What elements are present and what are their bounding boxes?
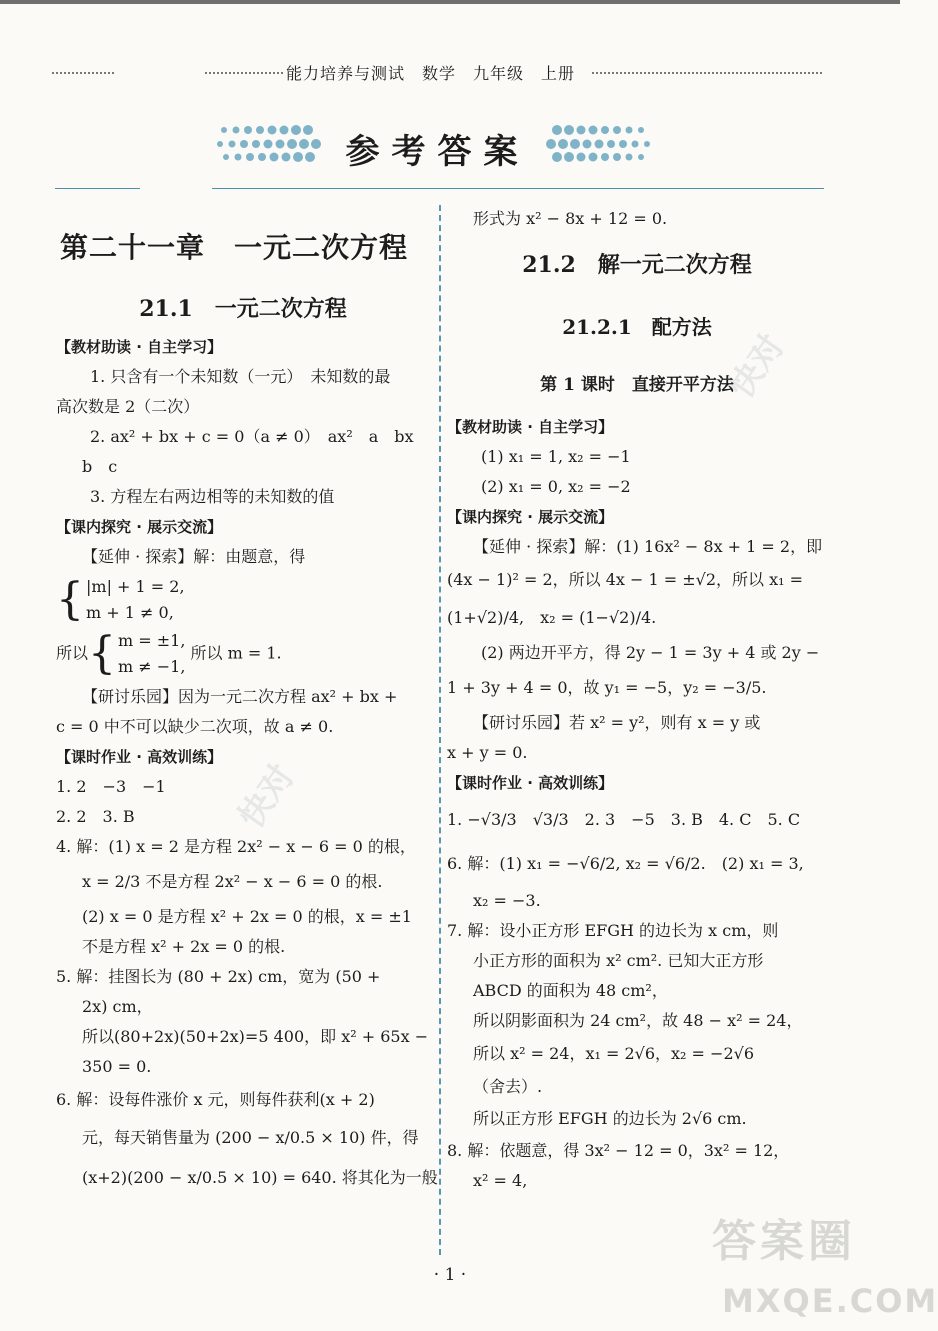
answer-line: (x+2)(200 − x/0.5 × 10) = 640. 将其化为一般	[82, 1168, 438, 1187]
system-line: |m| + 1 = 2,	[86, 577, 185, 596]
answer-line: 所以(80+2x)(50+2x)=5 400，即 x² + 65x −	[82, 1027, 429, 1046]
answer-text: 所以	[56, 643, 89, 663]
answer-line: 6. 解：(1) x₁ = −√6/2, x₂ = √6/2. (2) x₁ = 3,	[447, 854, 804, 873]
answer-line: 【延伸 · 探索】解：(1) 16x² − 8x + 1 = 2，即	[473, 537, 823, 556]
equation-system-1	[56, 574, 430, 626]
answer-line: 不是方程 x² + 2x = 0 的根.	[82, 937, 286, 956]
watermark-logo: 答案圈	[712, 1216, 856, 1267]
section-tag-homework: 【课时作业 · 高效训练】	[447, 774, 614, 792]
section-title-21-1: 21.1 一元二次方程	[139, 296, 347, 322]
answer-line: x² = 4,	[473, 1171, 528, 1190]
answer-line: 1. −√3/3 √3/3 2. 3 −5 3. B 4. C 5. C	[447, 810, 801, 829]
answer-line: ABCD 的面积为 48 cm²，	[473, 981, 668, 1000]
section-tag-homework: 【课时作业 · 高效训练】	[56, 748, 223, 766]
answer-line: 2. 2 3. B	[56, 807, 135, 826]
chapter-title: 第二十一章 一元二次方程	[60, 231, 409, 264]
answer-line: (2) x = 0 是方程 x² + 2x = 0 的根，x = ±1	[82, 907, 412, 926]
answer-line: 2x) cm，	[82, 997, 153, 1016]
header-dotted-rule-left	[52, 72, 114, 74]
answer-line: 高次数是 2（二次）	[56, 397, 200, 416]
top-edge-bar	[0, 0, 900, 4]
system-line: m + 1 ≠ 0,	[86, 603, 174, 622]
answer-line: （舍去）.	[473, 1077, 543, 1096]
watermark-text: 快对	[230, 757, 303, 836]
page-title: 参考答案	[345, 132, 530, 172]
answer-line: (1) x₁ = 1, x₂ = −1	[481, 447, 631, 466]
answer-line: (2) 两边开平方，得 2y − 1 = 3y + 4 或 2y −	[481, 643, 820, 662]
watermark-site: MXQE.COM	[722, 1282, 938, 1320]
system-line: m = ±1,	[118, 631, 186, 650]
title-decoration-dots-right	[545, 122, 655, 164]
section-tag-self-study: 【教材助读 · 自主学习】	[447, 418, 614, 436]
section-title-21-2: 21.2 解一元二次方程	[522, 252, 752, 278]
answer-line: 【研讨乐园】若 x² = y²，则有 x = y 或	[473, 713, 761, 732]
answer-line: 3. 方程左右两边相等的未知数的值	[90, 487, 335, 506]
answer-line: (1+√2)/4, x₂ = (1−√2)/4.	[447, 608, 657, 627]
answer-line: 元，每天销售量为 (200 − x/0.5 × 10) 件，得	[82, 1128, 419, 1147]
equation-system-2	[56, 628, 430, 680]
answer-line: x = 2/3 不是方程 2x² − x − 6 = 0 的根.	[82, 872, 383, 891]
section-tag-explore: 【课内探究 · 展示交流】	[56, 518, 223, 536]
answer-line: 1. 2 −3 −1	[56, 777, 166, 796]
section-rule-right	[212, 188, 824, 189]
page-number: · 1 ·	[433, 1265, 467, 1285]
watermark-text: 快对	[720, 327, 793, 406]
header-dotted-rule-right	[592, 72, 822, 74]
header-dotted-rule-middle	[205, 72, 283, 74]
running-header: 能力培养与测试 数学 九年级 上册	[286, 64, 576, 83]
system-line: m ≠ −1,	[118, 657, 186, 676]
answer-line: 5. 解：挂图长为 (80 + 2x) cm，宽为 (50 +	[56, 967, 381, 986]
answer-line: 350 = 0.	[82, 1057, 152, 1076]
left-column	[56, 208, 438, 1198]
answer-line: 7. 解：设小正方形 EFGH 的边长为 x cm，则	[447, 921, 779, 940]
answer-line: 1 + 3y + 4 = 0，故 y₁ = −5，y₂ = −3/5.	[447, 678, 767, 697]
brace-symbol: {	[88, 628, 117, 679]
answer-line: c = 0 中不可以缺少二次项，故 a ≠ 0.	[56, 717, 334, 736]
answer-line: 4. 解：(1) x = 2 是方程 2x² − x − 6 = 0 的根，	[56, 837, 416, 856]
answer-line: 形式为 x² − 8x + 12 = 0.	[473, 209, 668, 228]
answer-line: 1. 只含有一个未知数（一元） 未知数的最	[90, 367, 391, 386]
section-tag-explore: 【课内探究 · 展示交流】	[447, 508, 614, 526]
section-tag-self-study: 【教材助读 · 自主学习】	[56, 338, 223, 356]
answer-line: (4x − 1)² = 2，所以 4x − 1 = ±√2，所以 x₁ =	[447, 570, 804, 589]
answer-line: 小正方形的面积为 x² cm². 已知大正方形	[473, 951, 764, 970]
lesson-title: 第 1 课时 直接开平方法	[540, 375, 734, 395]
answer-line: 2. ax² + bx + c = 0（a ≠ 0） ax² a bx	[90, 427, 414, 446]
column-divider	[439, 205, 441, 1255]
title-decoration-dots-left	[212, 122, 322, 164]
answer-line: 8. 解：依题意，得 3x² − 12 = 0，3x² = 12，	[447, 1141, 790, 1160]
answer-line: (2) x₁ = 0, x₂ = −2	[481, 477, 631, 496]
answer-line: 6. 解：设每件涨价 x 元，则每件获利(x + 2)	[56, 1090, 375, 1109]
answer-line: 【研讨乐园】因为一元二次方程 ax² + bx +	[82, 687, 398, 706]
answer-line: x₂ = −3.	[473, 891, 541, 910]
answer-line: 所以阴影面积为 24 cm²，故 48 − x² = 24，	[473, 1011, 803, 1030]
subsection-title-21-2-1: 21.2.1 配方法	[562, 315, 712, 339]
brace-symbol: {	[56, 574, 84, 625]
answer-line: b c	[82, 457, 118, 476]
answer-line: x + y = 0.	[447, 743, 528, 762]
answer-line: 所以 x² = 24，x₁ = 2√6，x₂ = −2√6	[473, 1044, 755, 1063]
answer-line: 【延伸 · 探索】解：由题意，得	[82, 547, 306, 566]
answer-text: 所以 m = 1.	[190, 643, 282, 663]
answer-line: 所以正方形 EFGH 的边长为 2√6 cm.	[473, 1109, 747, 1128]
section-rule-left	[55, 188, 140, 189]
